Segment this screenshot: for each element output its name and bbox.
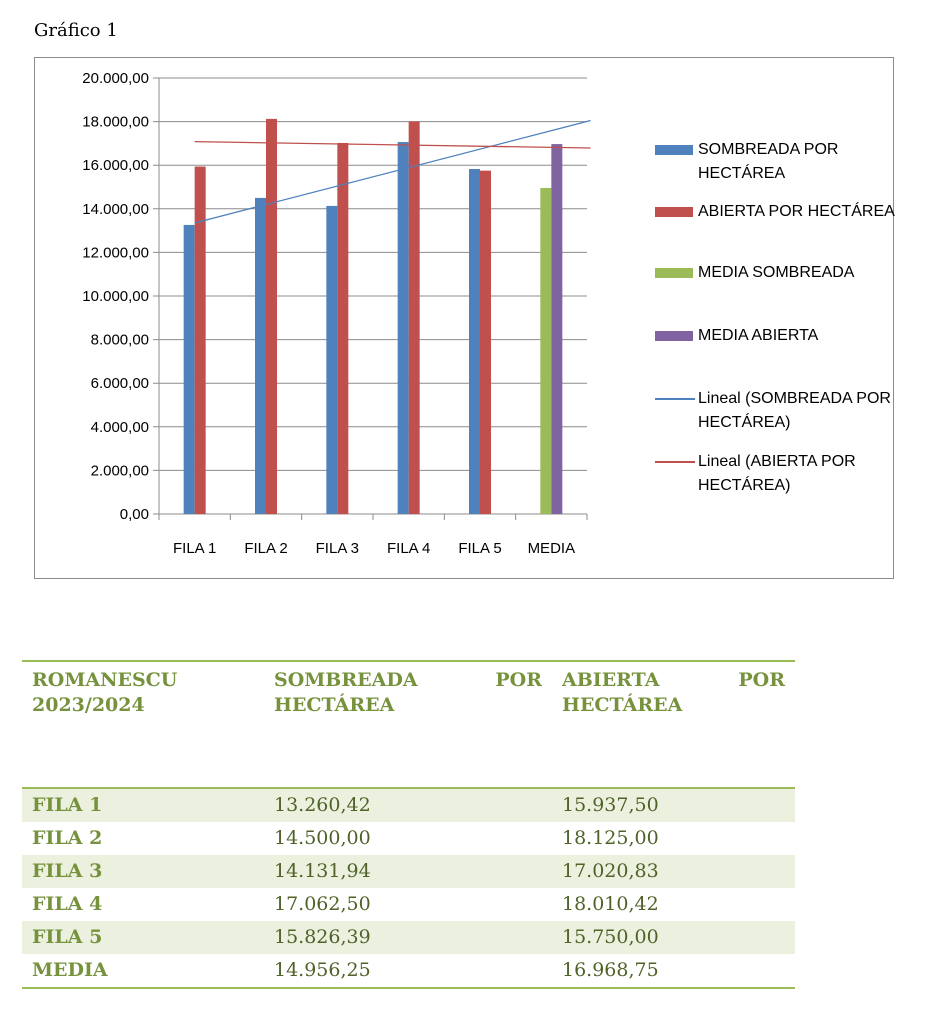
legend-label: SOMBREADA POR HECTÁREA [698, 141, 839, 182]
row-label: MEDIA [22, 954, 264, 988]
y-tick-label: 10.000,00 [82, 288, 149, 305]
table-row [22, 788, 795, 822]
cell-sombreada: 14.131,94 [264, 855, 552, 888]
legend-label: MEDIA ABIERTA [698, 327, 819, 344]
legend-swatch [655, 461, 695, 463]
bar-0-2 [326, 206, 337, 514]
cell-abierta: 18.010,42 [562, 893, 659, 915]
chart-legend [655, 58, 915, 636]
header-word: POR [495, 669, 542, 691]
bar-0-1 [255, 198, 266, 514]
header-line: HECTÁREA [274, 694, 395, 716]
legend-label: Lineal (SOMBREADA POR HECTÁREA) [698, 390, 891, 431]
row-label: FILA 3 [22, 855, 264, 888]
legend-swatch [655, 268, 693, 278]
bar-0-4 [469, 169, 480, 514]
trendline-0 [195, 121, 591, 223]
bar-1-4 [480, 171, 491, 514]
cell-sombreada: 15.826,39 [264, 921, 552, 954]
cell-sombreada: 14.500,00 [274, 827, 371, 849]
row-label: FILA 2 [32, 827, 103, 849]
header-sombreada [264, 661, 552, 788]
y-tick-label: 6.000,00 [90, 375, 149, 393]
bar-3-5 [551, 144, 562, 514]
header-abierta [552, 661, 795, 788]
x-tick-label: MEDIA [527, 540, 576, 557]
row-label: FILA 4 [32, 893, 103, 915]
table-row [22, 822, 795, 855]
bar-0-0 [184, 225, 195, 514]
cell-sombreada: 14.956,25 [264, 954, 552, 988]
y-tick-label: 18.000,00 [82, 113, 149, 131]
data-table-wrap [22, 660, 795, 989]
bar-1-2 [337, 143, 348, 514]
bar-0-3 [398, 142, 409, 514]
header-word: POR [738, 669, 785, 691]
data-table [22, 660, 795, 989]
y-tick-label: 2.000,00 [90, 462, 149, 480]
x-tick-label: FILA 2 [244, 540, 288, 557]
legend-swatch [655, 331, 693, 341]
legend-label: MEDIA SOMBREADA [698, 264, 855, 281]
bar-1-0 [195, 167, 206, 514]
y-tick-label: 20.000,00 [82, 70, 149, 87]
legend-label: Lineal (ABIERTA POR HECTÁREA) [698, 453, 856, 494]
bar-1-1 [266, 119, 277, 514]
row-label: FILA 1 [22, 788, 264, 822]
cell-sombreada: 17.062,50 [274, 893, 371, 915]
legend-swatch [655, 207, 693, 217]
bar-2-5 [540, 188, 551, 514]
header-romanesco [22, 661, 264, 788]
table-row [22, 855, 795, 888]
table-header-row [22, 661, 795, 788]
x-tick-label: FILA 4 [386, 540, 431, 557]
cell-abierta: 15.937,50 [552, 788, 795, 822]
chart-frame [34, 57, 894, 579]
bar-chart [35, 58, 655, 578]
cell-abierta: 16.968,75 [552, 954, 795, 988]
cell-abierta: 18.125,00 [562, 827, 659, 849]
bar-1-3 [409, 121, 420, 514]
x-tick-label: FILA 3 [315, 540, 360, 557]
y-tick-label: 4.000,00 [90, 418, 149, 436]
y-tick-label: 14.000,00 [82, 200, 149, 218]
legend-swatch [655, 145, 693, 155]
cell-abierta: 17.020,83 [552, 855, 795, 888]
header-word: SOMBREADA [274, 669, 418, 691]
table-row [22, 954, 795, 988]
header-line: ROMANESCU [32, 669, 178, 691]
table-row [22, 888, 795, 921]
legend-swatch [655, 398, 695, 400]
y-tick-label: 16.000,00 [82, 157, 149, 175]
legend-label: ABIERTA POR HECTÁREA [698, 203, 895, 220]
x-tick-label: FILA 5 [458, 540, 502, 557]
figure-caption: Gráfico 1 [34, 20, 118, 41]
x-tick-label: FILA 1 [172, 540, 217, 557]
header-line: HECTÁREA [562, 694, 683, 716]
y-tick-label: 8.000,00 [90, 331, 149, 349]
table-row [22, 921, 795, 954]
y-tick-label: 12.000,00 [82, 244, 149, 262]
header-word: ABIERTA [562, 669, 660, 691]
trendline-1 [195, 142, 591, 148]
cell-abierta: 15.750,00 [552, 921, 795, 954]
cell-sombreada: 13.260,42 [264, 788, 552, 822]
row-label: FILA 5 [22, 921, 264, 954]
header-line: 2023/2024 [32, 694, 145, 716]
y-tick-label: 0,00 [119, 506, 149, 523]
